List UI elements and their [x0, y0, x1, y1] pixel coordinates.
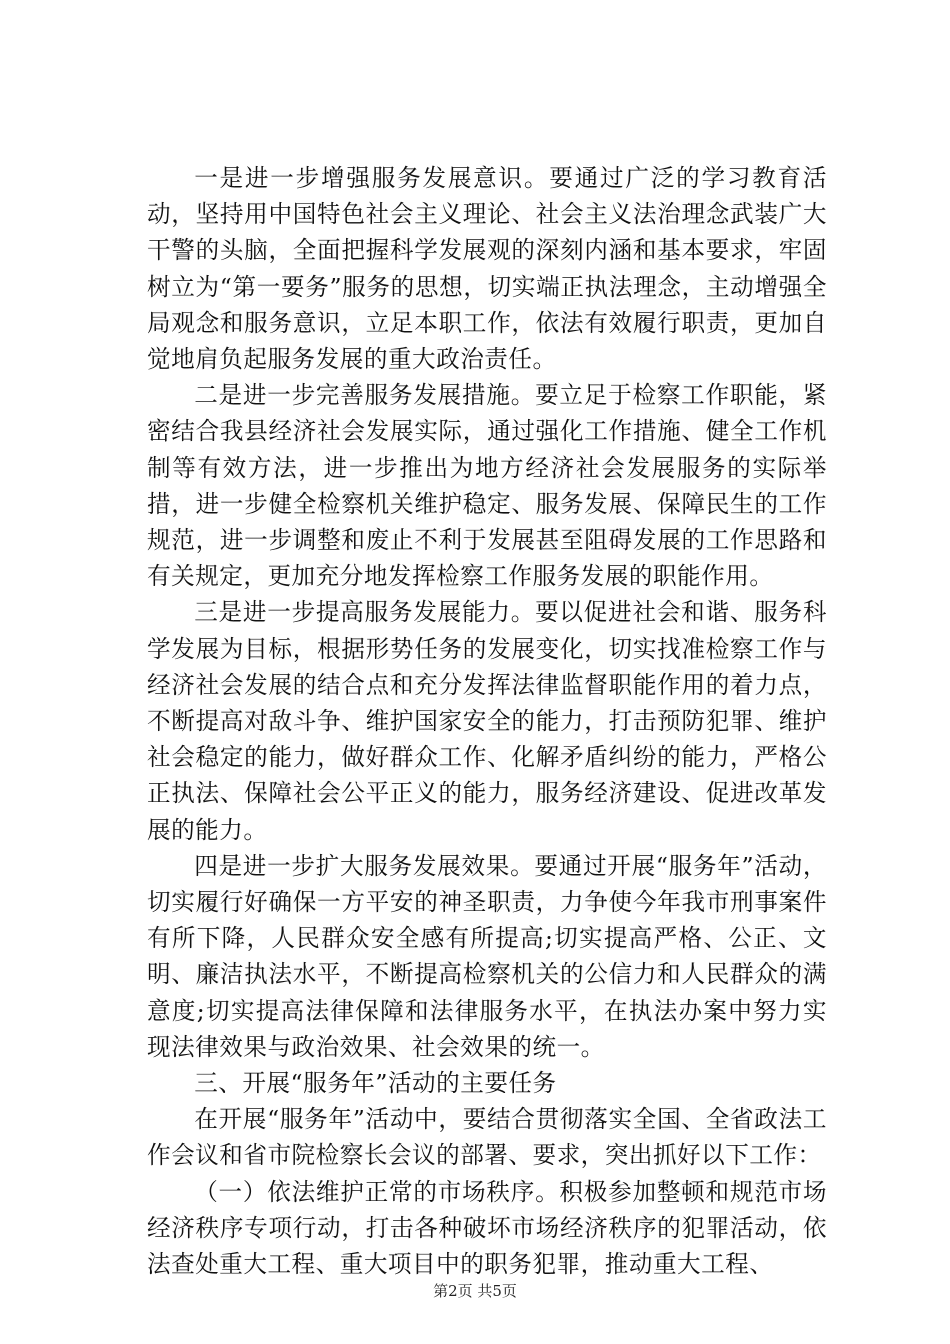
section-heading: 三、开展“服务年”活动的主要任务 [194, 1069, 557, 1098]
page-footer: 第2页 共5页 [433, 1282, 517, 1300]
paragraph-5: 在开展“服务年”活动中，要结合贯彻落实全国、全省政法工作会议和省市院检察长会议的部署、要求，突出抓好以下工作： [147, 1105, 827, 1170]
document-body [147, 160, 827, 1282]
paragraph-1: 一是进一步增强服务发展意识。要通过广泛的学习教育活动，坚持用中国特色社会主义理论、社会主义法治理念武装广大干警的头脑，全面把握科学发展观的深刻内涵和基本要求，牢固树立为“第一要务”服务的思想，切实端正执法理念，主动增强全局观念和服务意识，立足本职工作，依法有效履行职责，更加自觉地肩负起服务发展的重大政治责任。 [147, 164, 827, 374]
paragraph-3: 三是进一步提高服务发展能力。要以促进社会和谐、服务科学发展为目标，根据形势任务的发展变化，切实找准检察工作与经济社会发展的结合点和充分发挥法律监督职能作用的着力点，不断提高对敌斗争、维护国家安全的能力，打击预防犯罪、维护社会稳定的能力，做好群众工作、化解矛盾纠纷的能力，严格公正执法、保障社会公平正义的能力，服务经济建设、促进改革发展的能力。 [147, 598, 827, 844]
paragraph-2: 二是进一步完善服务发展措施。要立足于检察工作职能，紧密结合我县经济社会发展实际，通过强化工作措施、健全工作机制等有效方法，进一步推出为地方经济社会发展服务的实际举措，进一步健全检察机关维护稳定、服务发展、保障民生的工作规范，进一步调整和废止不利于发展甚至阻碍发展的工作思路和有关规定，更加充分地发挥检察工作服务发展的职能作用。 [147, 381, 827, 591]
paragraph-6: （一）依法维护正常的市场秩序。积极参加整顿和规范市场经济秩序专项行动，打击各种破坏市场经济秩序的犯罪活动，依法查处重大工程、重大项目中的职务犯罪，推动重大工程、 [147, 1177, 827, 1279]
paragraph-4: 四是进一步扩大服务发展效果。要通过开展“服务年”活动，切实履行好确保一方平安的神圣职责，力争使今年我市刑事案件有所下降，人民群众安全感有所提高;切实提高严格、公正、文明、廉洁执法水平，不断提高检察机关的公信力和人民群众的满意度;切实提高法律保障和法律服务水平，在执法办案中努力实现法律效果与政治效果、社会效果的统一。 [147, 851, 827, 1061]
